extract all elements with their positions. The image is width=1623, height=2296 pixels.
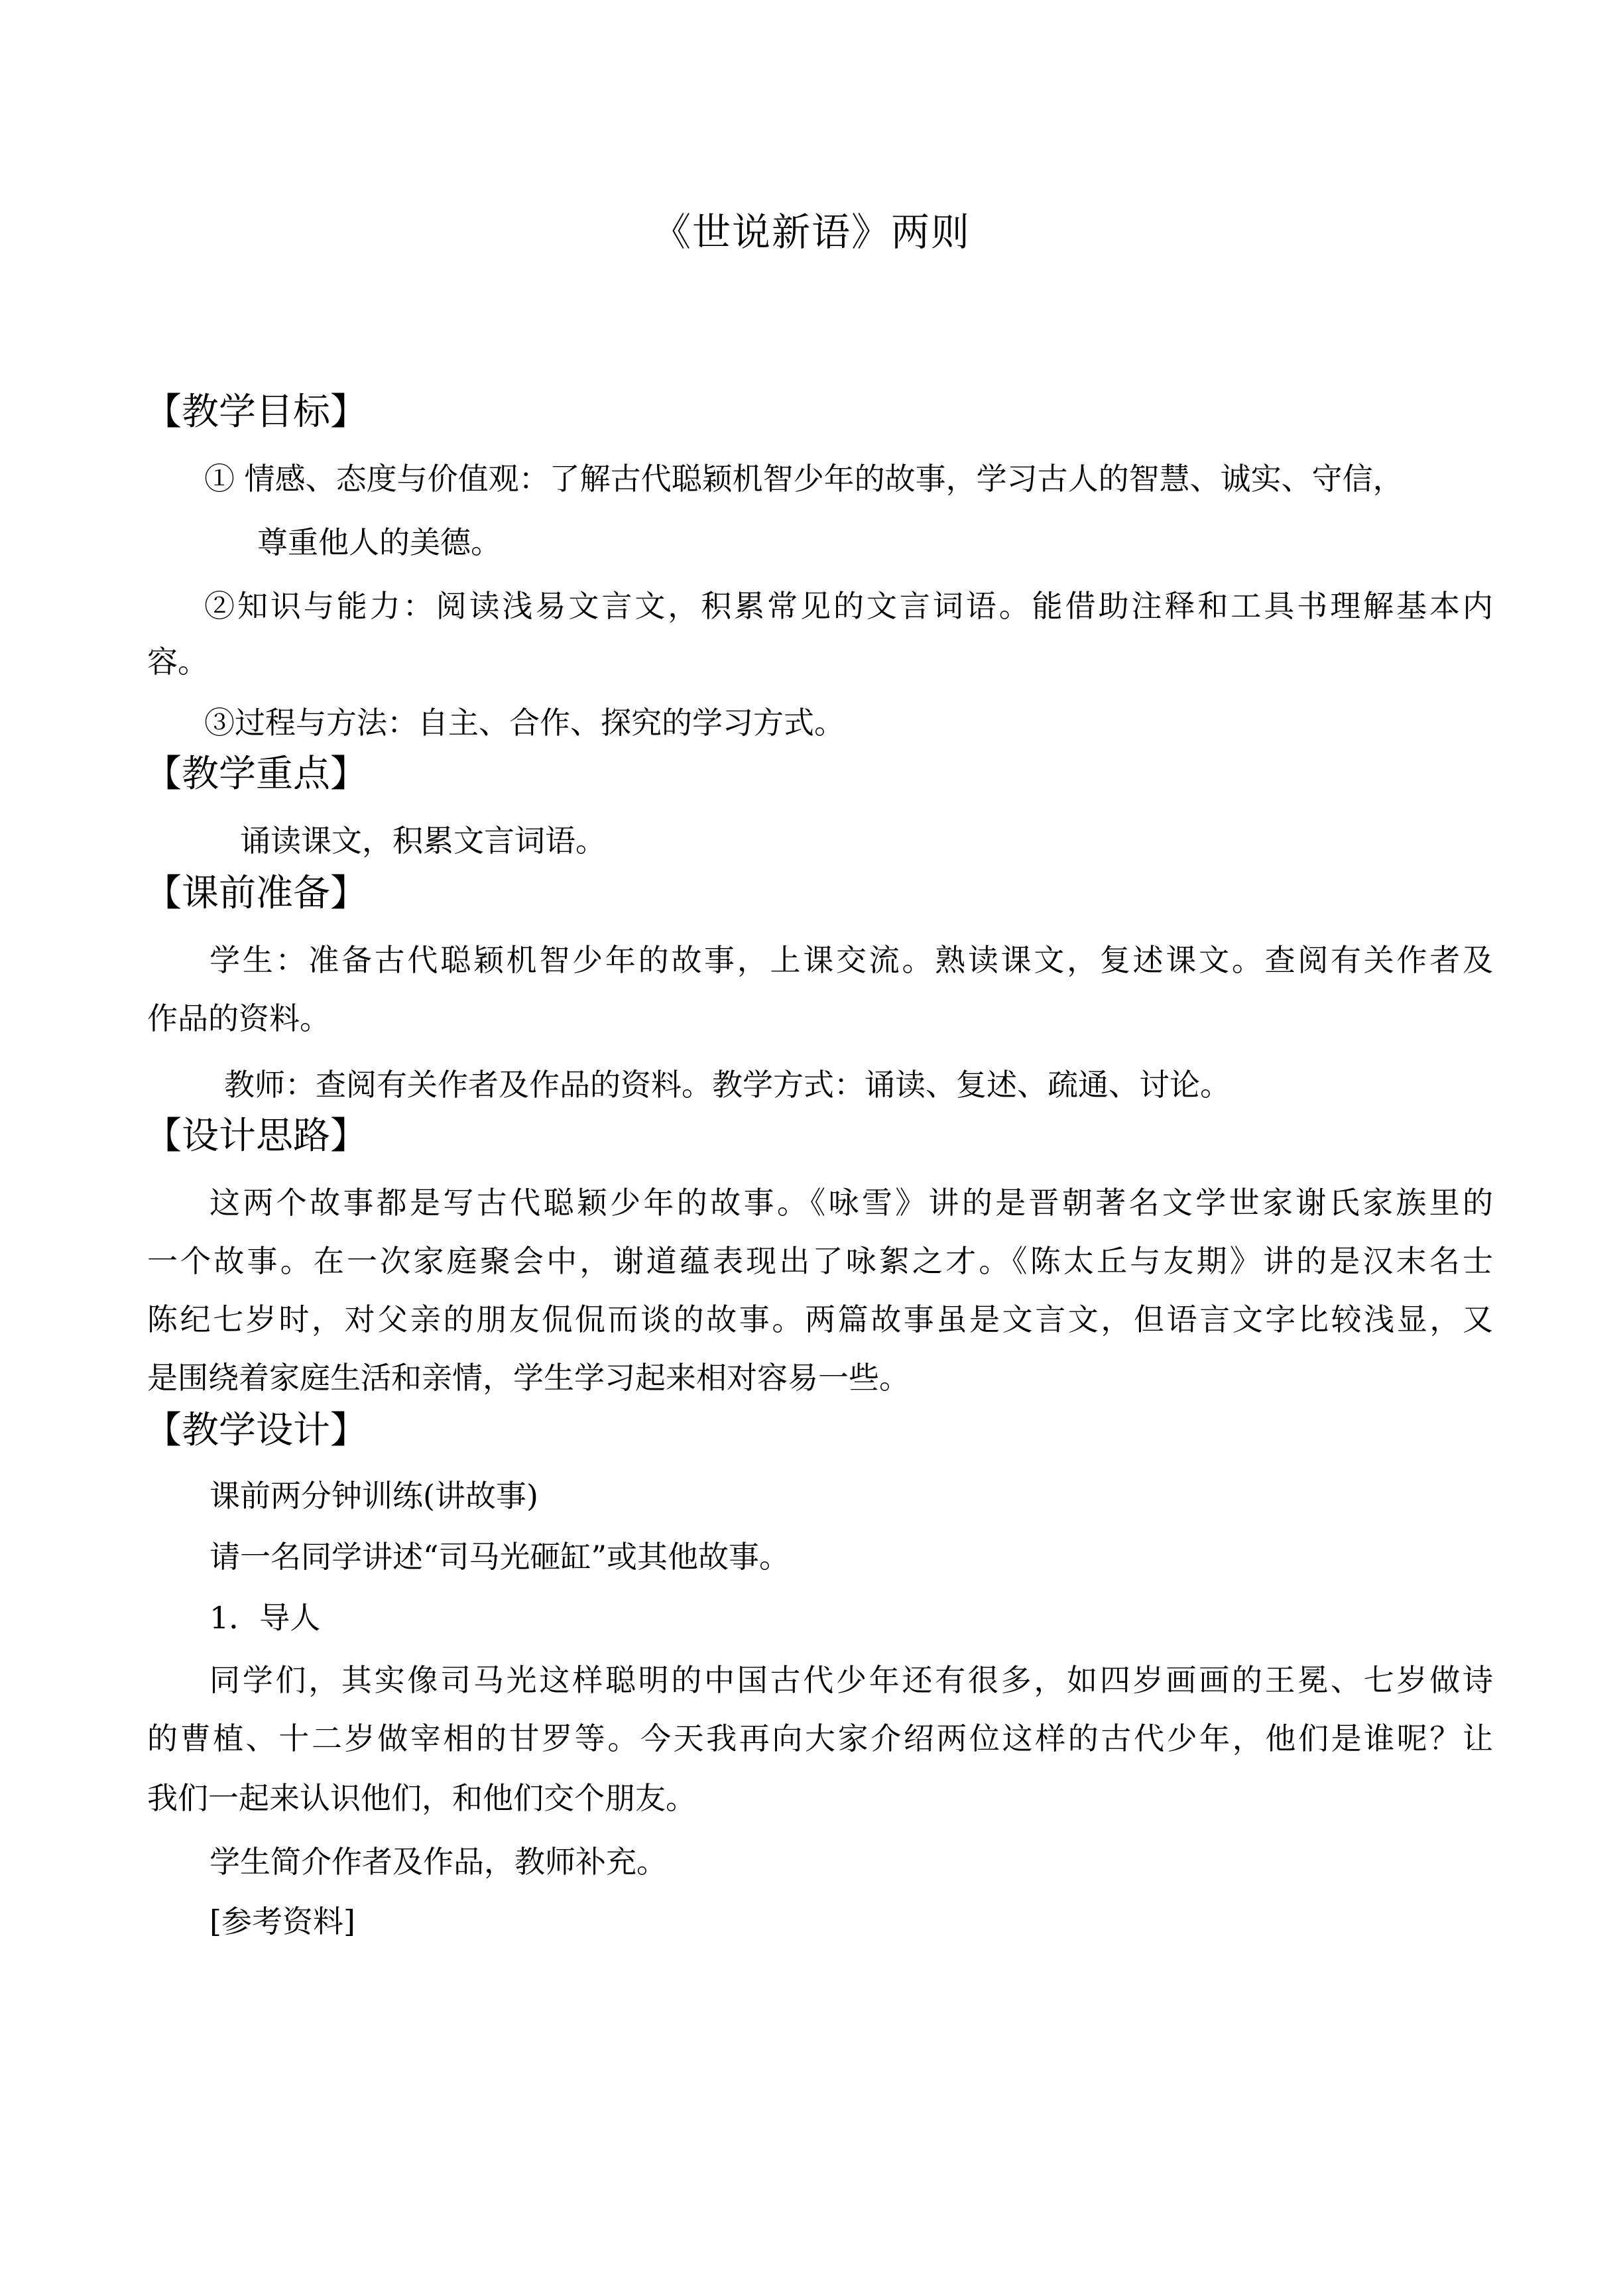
preparation-student-line-1: 学生：准备古代聪颖机智少年的故事，上课交流。熟读课文，复述课文。查阅有关作者及	[210, 942, 1493, 978]
preparation-student-line-2: 作品的资料。	[147, 1000, 330, 1036]
design-idea-line-1: 这两个故事都是写古代聪颖少年的故事。《咏雪》讲的是晋朝著名文学世家谢氏家族里的	[210, 1185, 1493, 1221]
preparation-teacher: 教师：查阅有关作者及作品的资料。教学方式：诵读、复述、疏通、讨论。	[224, 1067, 1231, 1103]
objective-2-line-2: 容。	[147, 644, 208, 680]
heading-teaching-objectives: 【教学目标】	[145, 391, 367, 434]
heading-teaching-design: 【教学设计】	[145, 1409, 367, 1452]
objective-1-line-2: 尊重他人的美德。	[257, 524, 501, 560]
heading-design-idea: 【设计思路】	[145, 1115, 367, 1158]
objective-2-line-1: ②知识与能力：阅读浅易文言文，积累常见的文言词语。能借助注释和工具书理解基本内	[204, 588, 1493, 624]
design-idea-line-3: 陈纪七岁时，对父亲的朋友侃侃而谈的故事。两篇故事虽是文言文，但语言文字比较浅显，又	[147, 1301, 1493, 1337]
objective-3: ③过程与方法：自主、合作、探究的学习方式。	[204, 705, 845, 741]
step-1-introduction: 1．导人	[210, 1600, 321, 1636]
student-introduction: 学生简介作者及作品，教师补充。	[210, 1844, 667, 1880]
design-idea-line-4: 是围绕着家庭生活和亲情，学生学习起来相对容易一些。	[147, 1360, 910, 1396]
reference-material: [参考资料]	[210, 1903, 355, 1939]
heading-preparation: 【课前准备】	[145, 872, 367, 915]
pre-class-training: 课前两分钟训练(讲故事)	[210, 1478, 538, 1514]
introduction-line-2: 的曹植、十二岁做宰相的甘罗等。今天我再向大家介绍两位这样的古代少年，他们是谁呢？让	[147, 1721, 1493, 1756]
introduction-line-3: 我们一起来认识他们，和他们交个朋友。	[147, 1780, 696, 1816]
design-idea-line-2: 一个故事。在一次家庭聚会中，谢道蕴表现出了咏絮之才。《陈太丘与友期》讲的是汉末名士	[147, 1243, 1493, 1279]
heading-key-points: 【教学重点】	[145, 753, 367, 796]
document-title: 《世说新语》两则	[652, 210, 971, 255]
objective-1-line-1: ① 情感、态度与价值观：了解古代聪颖机智少年的故事，学习古人的智慧、诚实、守信，	[204, 461, 1404, 497]
key-points-text: 诵读课文，积累文言词语。	[240, 823, 606, 859]
story-request: 请一名同学讲述“司马光砸缸”或其他故事。	[210, 1539, 790, 1575]
introduction-line-1: 同学们，其实像司马光这样聪明的中国古代少年还有很多，如四岁画画的王冕、七岁做诗	[210, 1662, 1493, 1698]
